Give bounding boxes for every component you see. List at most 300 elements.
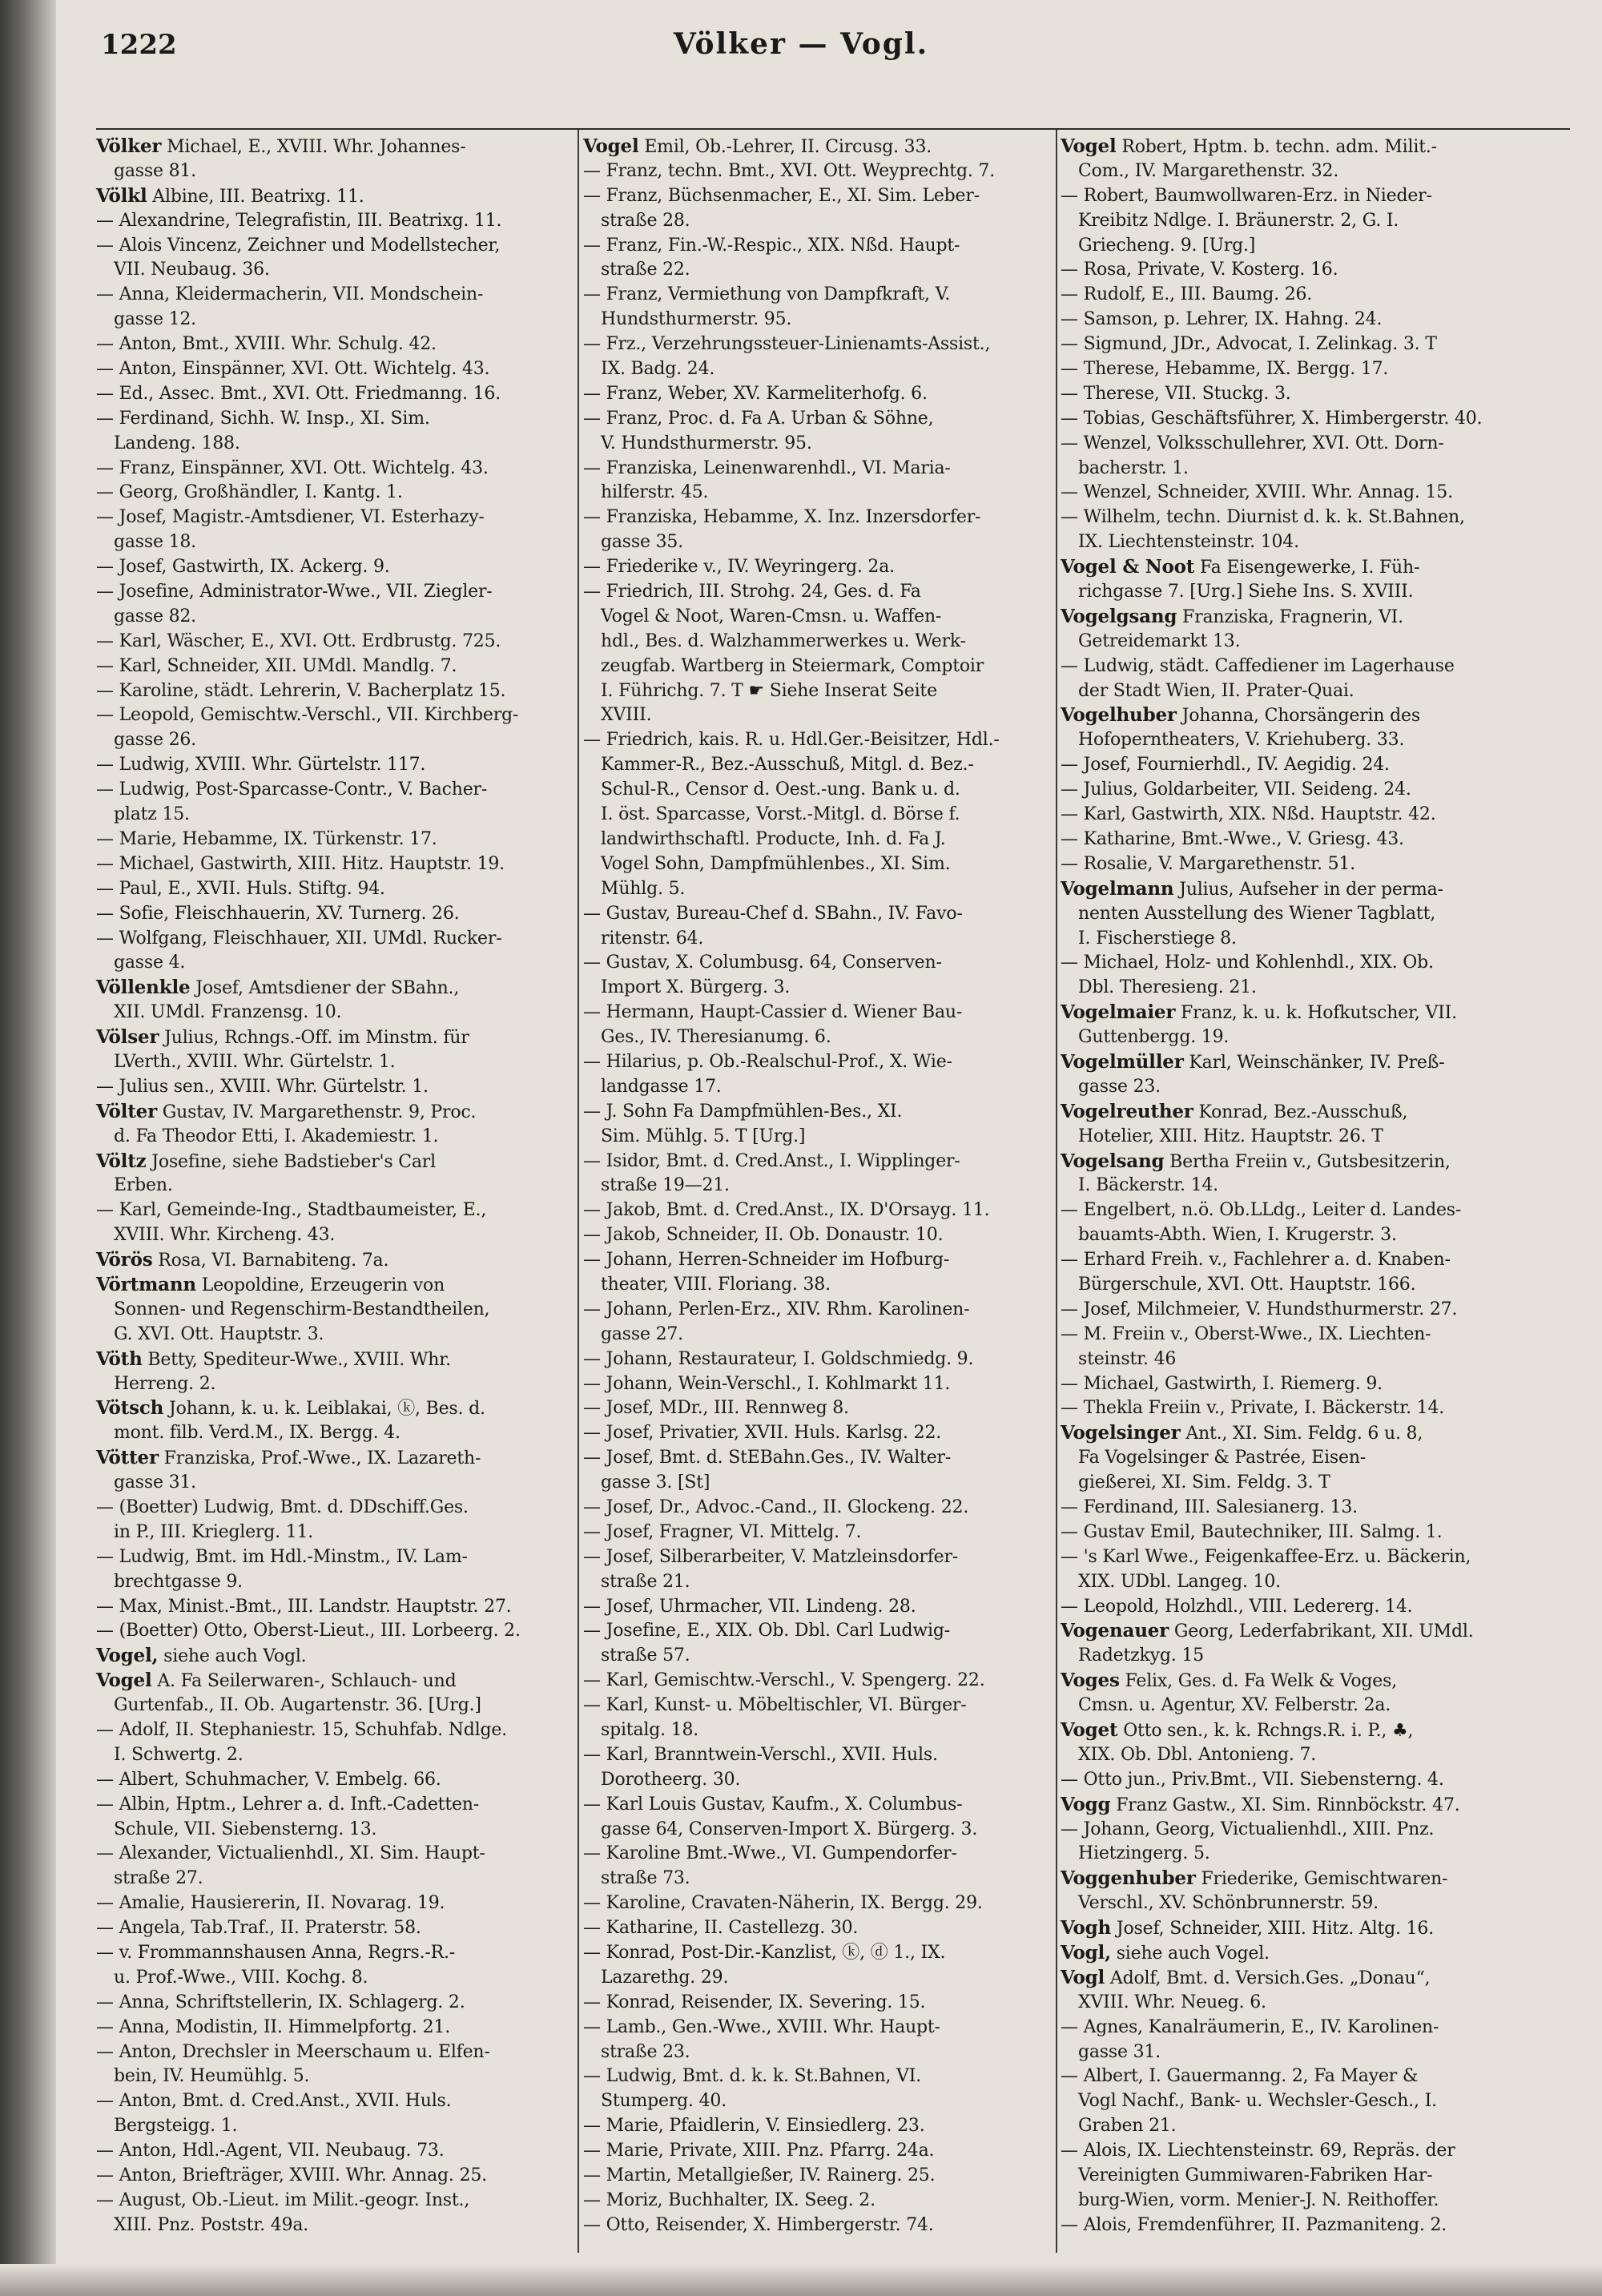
directory-line: — Martin, Metallgießer, IV. Rainerg. 25. [583, 2165, 936, 2186]
directory-line: Com., IV. Margarethenstr. 32. [1078, 160, 1339, 181]
directory-line: — Josefine, Administrator-Wwe., VII. Ziegler- [96, 582, 493, 602]
directory-line: straße 19—21. [601, 1175, 730, 1196]
directory-line: Dbl. Theresieng. 21. [1078, 977, 1257, 998]
directory-line: — Josef, Fournierhdl., IV. Aegidig. 24. [1061, 755, 1390, 775]
column-divider [578, 130, 579, 2253]
directory-line: straße 22. [601, 260, 690, 280]
directory-line: — Josef, Gastwirth, IX. Ackerg. 9. [96, 557, 390, 578]
entry-details: Albine, III. Beatrixg. 11. [147, 186, 364, 207]
directory-line [1061, 1941, 1567, 1966]
directory-line: — Karoline, Cravaten-Näherin, IX. Bergg. 29. [583, 1893, 983, 1914]
directory-line: Vereinigten Gummiwaren-Fabriken Har- [1078, 2165, 1433, 2186]
entry-surname: Vörtmann [96, 1273, 196, 1295]
directory-line: — Franziska, Leinenwarenhdl., VI. Maria- [583, 457, 951, 478]
directory-line: Sim. Mühlg. 5. T [Urg.] [601, 1126, 806, 1146]
directory-line: gasse 64, Conserven-Import X. Bürgerg. 3. [601, 1819, 978, 1839]
directory-line [96, 1644, 574, 1669]
directory-line: — Franz, Vermiethung von Dampfkraft, V. [583, 284, 951, 305]
directory-line: straße 23. [601, 2041, 690, 2062]
directory-line: G. XVI. Ott. Hauptstr. 3. [114, 1323, 324, 1344]
column-divider [1056, 130, 1057, 2253]
directory-line: — Alois Vincenz, Zeichner und Modellstecher, [96, 235, 501, 256]
directory-line: — Michael, Holz- und Kohlenhdl., XIX. Ob. [1061, 953, 1434, 973]
directory-line: theater, VIII. Floriang. 38. [601, 1274, 831, 1295]
directory-line: — Agnes, Kanalräumerin, E., IV. Karolinen- [1061, 2016, 1439, 2037]
directory-line: Graben 21. [1078, 2116, 1177, 2137]
directory-line: — Robert, Baumwollwaren-Erz. in Nieder- [1061, 185, 1432, 206]
directory-line: — Therese, Hebamme, IX. Bergg. 17. [1061, 359, 1389, 380]
directory-line: — Marie, Hebamme, IX. Türkenstr. 17. [96, 828, 437, 849]
directory-line: — Rudolf, E., III. Baumg. 26. [1061, 284, 1313, 305]
directory-line: Schule, VII. Siebensterng. 13. [114, 1819, 377, 1839]
entry-surname: Vogelgsang [1061, 605, 1177, 627]
directory-line: — Josef, MDr., III. Rennweg 8. [583, 1398, 849, 1419]
directory-line: — Paul, E., XVII. Huls. Stiftg. 94. [96, 878, 385, 899]
entry-surname: Vogelmann [1061, 877, 1174, 900]
entry-details: Otto sen., k. k. Rchngs.R. i. P., ♣, [1117, 1721, 1414, 1741]
directory-line [1061, 1793, 1567, 1818]
entry-details: Johann, k. u. k. Leiblakai, ⓚ, Bes. d. [163, 1399, 485, 1420]
directory-line: — Josef, Bmt. d. StEBahn.Ges., IV. Walter- [583, 1448, 952, 1468]
directory-line: — Jakob, Bmt. d. Cred.Anst., IX. D'Orsayg. 11. [583, 1200, 990, 1221]
entry-details: Felix, Ges. d. Fa Welk & Voges, [1119, 1671, 1397, 1692]
directory-line: — Johann, Restaurateur, I. Goldschmiedg. 9. [583, 1348, 974, 1369]
entry-surname: Vogelreuther [1061, 1100, 1193, 1122]
entry-surname: Voggenhuber [1061, 1867, 1196, 1890]
entry-details: Emil, Ob.-Lehrer, II. Circusg. 33. [638, 137, 932, 157]
directory-line: Guttenbergg. 19. [1078, 1027, 1230, 1048]
directory-line: — Ferdinand, III. Salesianerg. 13. [1061, 1496, 1358, 1517]
entry-details: siehe auch Vogl. [158, 1646, 307, 1667]
directory-line: — Alexander, Victualienhdl., XI. Sim. Haupt- [96, 1843, 485, 1864]
directory-line: — Gustav, Bureau-Chef d. SBahn., IV. Favo- [583, 903, 963, 924]
directory-line: — v. Frommannshausen Anna, Regrs.-R.- [96, 1943, 456, 1964]
entry-surname: Völker [96, 135, 162, 157]
directory-line: — (Boetter) Ludwig, Bmt. d. DDschiff.Ges. [96, 1496, 469, 1517]
directory-line: — Anna, Schriftstellerin, IX. Schlagerg. 2. [96, 1992, 465, 2012]
entry-details: Franz Gastw., XI. Sim. Rinnböckstr. 47. [1110, 1795, 1460, 1815]
directory-line [1061, 135, 1567, 159]
directory-line: gasse 18. [114, 532, 196, 553]
directory-line [96, 1150, 574, 1174]
directory-line: — Karoline, städt. Lehrerin, V. Bacherplatz 15. [96, 680, 506, 701]
directory-line: — Franz, techn. Bmt., XVI. Ott. Weyprechtg. 7. [583, 160, 995, 181]
directory-line [96, 1347, 574, 1372]
directory-line: gasse 31. [114, 1472, 196, 1493]
directory-line [1061, 555, 1567, 580]
directory-line: XIII. Pnz. Poststr. 49a. [114, 2214, 309, 2235]
directory-line: Dorotheerg. 30. [601, 1769, 741, 1790]
directory-line: Gurtenfab., II. Ob. Augartenstr. 36. [Urg.] [114, 1695, 481, 1716]
directory-line: bauamts-Abth. Wien, I. Krugerstr. 3. [1078, 1225, 1397, 1246]
directory-line: — Franz, Weber, XV. Karmeliterhofg. 6. [583, 383, 928, 404]
column-2 [583, 135, 1049, 2238]
directory-line: — Karl, Gemeinde-Ing., Stadtbaumeister, E., [96, 1200, 487, 1221]
directory-line: Cmsn. u. Agentur, XV. Felberstr. 2a. [1078, 1695, 1391, 1716]
entry-surname: Voges [1061, 1670, 1120, 1692]
directory-line: — Ludwig, Post-Sparcasse-Contr., V. Bacher- [96, 779, 488, 800]
directory-line: — Erhard Freih. v., Fachlehrer a. d. Knaben- [1061, 1250, 1451, 1271]
entry-surname: Vogelmüller [1061, 1050, 1184, 1073]
directory-line [1061, 1867, 1567, 1891]
directory-line [96, 1100, 574, 1125]
directory-line: — Johann, Perlen-Erz., XIV. Rhm. Karolinen- [583, 1299, 970, 1319]
directory-line: — Ludwig, Bmt. im Hdl.-Minstm., IV. Lam- [96, 1546, 468, 1567]
directory-line: — Hermann, Haupt-Cassier d. Wiener Bau- [583, 1002, 963, 1023]
entry-surname: Völter [96, 1100, 157, 1122]
directory-line: — Anna, Modistin, II. Himmelpfortg. 21. [96, 2016, 450, 2037]
directory-line: — Franz, Fin.-W.-Respic., XIX. Nßd. Haupt- [583, 235, 960, 256]
directory-line: — Angela, Tab.Traf., II. Praterstr. 58. [96, 1918, 421, 1939]
entry-surname: Vogenauer [1061, 1620, 1169, 1642]
directory-line: hilferstr. 45. [601, 482, 709, 503]
directory-line: — Katharine, Bmt.-Wwe., V. Griesg. 43. [1061, 828, 1404, 849]
directory-line: — Leopold, Gemischtw.-Verschl., VII. Kirchberg- [96, 705, 519, 726]
directory-line: — Adolf, II. Stephaniestr. 15, Schuhfab. Ndlge. [96, 1720, 507, 1740]
directory-line: gasse 4. [114, 953, 186, 973]
page-number: 1222 [101, 29, 177, 61]
entry-details: Robert, Hptm. b. techn. adm. Milit.- [1116, 137, 1437, 157]
directory-line: — Josef, Privatier, XVII. Huls. Karlsg. 22. [583, 1423, 942, 1444]
directory-line [1061, 1050, 1567, 1075]
directory-line: — Lamb., Gen.-Wwe., XVIII. Whr. Haupt- [583, 2016, 940, 2037]
directory-line [1061, 1100, 1567, 1125]
entry-details: Julius, Aufseher in der perma- [1173, 879, 1443, 900]
directory-line: — Alois, IX. Liechtensteinstr. 69, Repräs. der [1061, 2141, 1455, 2161]
entry-surname: Völkl [96, 184, 147, 207]
directory-line: burg-Wien, vorm. Menier-J. N. Reithoffer. [1078, 2189, 1439, 2210]
directory-line: — Josef, Uhrmacher, VII. Lindeng. 28. [583, 1596, 916, 1617]
directory-line [1061, 1150, 1567, 1174]
directory-line [1061, 1718, 1567, 1743]
directory-line: richgasse 7. [Urg.] Siehe Ins. S. XVIII. [1078, 582, 1414, 602]
directory-line: — Friedrich, kais. R. u. Hdl.Ger.-Beisitzer, Hdl.- [583, 730, 1000, 751]
entry-details: Franziska, Fragnerin, VI. [1177, 606, 1403, 627]
directory-line: d. Fa Theodor Etti, I. Akademiestr. 1. [114, 1126, 439, 1146]
directory-line: Stumperg. 40. [601, 2091, 727, 2112]
directory-line: — Max, Minist.-Bmt., III. Landstr. Hauptstr. 27. [96, 1596, 512, 1617]
directory-line: brechtgasse 9. [114, 1571, 243, 1592]
directory-line [96, 976, 574, 1001]
directory-line: der Stadt Wien, II. Prater-Quai. [1078, 680, 1354, 701]
directory-line [96, 1669, 574, 1694]
entry-surname: Vogelsinger [1061, 1422, 1181, 1444]
directory-line: Bürgerschule, XVI. Ott. Hauptstr. 166. [1078, 1274, 1416, 1295]
directory-line [96, 1248, 574, 1273]
directory-line: I. Fischerstiege 8. [1078, 928, 1237, 949]
directory-line [96, 1025, 574, 1050]
entry-details: Gustav, IV. Margarethenstr. 9, Proc. [157, 1102, 477, 1122]
directory-line: — Karl, Kunst- u. Möbeltischler, VI. Bürger- [583, 1695, 967, 1716]
directory-line: — Hilarius, p. Ob.-Realschul-Prof., X. Wie- [583, 1051, 952, 1072]
directory-line: — Therese, VII. Stuckg. 3. [1061, 383, 1291, 404]
directory-line: — Ludwig, Bmt. d. k. k. St.Bahnen, VI. [583, 2066, 922, 2087]
directory-line: — Anton, Hdl.-Agent, VII. Neubaug. 73. [96, 2141, 445, 2161]
directory-line: — Ed., Assec. Bmt., XVI. Ott. Friedmanng. 16. [96, 383, 501, 404]
directory-line: — Anton, Einspänner, XVI. Ott. Wichtelg. 43. [96, 359, 490, 380]
directory-line: — Wolfgang, Fleischhauer, XII. UMdl. Rucker- [96, 928, 502, 949]
directory-line: XIX. Ob. Dbl. Antonieng. 7. [1078, 1744, 1317, 1765]
directory-line: — Alexandrine, Telegrafistin, III. Beatrixg. 11. [96, 210, 502, 231]
directory-line [1061, 1916, 1567, 1941]
directory-line: — Anna, Kleidermacherin, VII. Mondschein- [96, 284, 484, 305]
directory-line: — Karl Louis Gustav, Kaufm., X. Columbus- [583, 1794, 963, 1815]
directory-line [583, 135, 1049, 159]
directory-line: — Karl, Branntwein-Verschl., XVII. Huls. [583, 1744, 938, 1765]
directory-line: mont. filb. Verd.M., IX. Bergg. 4. [114, 1423, 400, 1444]
directory-line: — Friederike v., IV. Weyringerg. 2a. [583, 557, 895, 578]
directory-line: — Franz, Proc. d. Fa A. Urban & Söhne, [583, 408, 934, 429]
directory-line: gasse 31. [1078, 2041, 1161, 2062]
directory-line: — Josefine, E., XIX. Ob. Dbl. Carl Ludwig- [583, 1621, 950, 1641]
entry-surname: Vogel, [96, 1645, 159, 1667]
directory-line: Hofoperntheaters, V. Kriehuberg. 33. [1078, 730, 1405, 751]
directory-line: — Alois, Fremdenführer, II. Pazmaniteng. 2. [1061, 2214, 1447, 2235]
directory-line: — Albert, I. Gauermanng. 2, Fa Mayer & [1061, 2066, 1419, 2087]
directory-line: Kammer-R., Bez.-Ausschuß, Mitgl. d. Bez.- [601, 755, 974, 775]
directory-line: zeugfab. Wartberg in Steiermark, Comptoir [601, 655, 984, 676]
directory-line: — Josef, Milchmeier, V. Hundsthurmerstr. 27. [1061, 1299, 1458, 1319]
directory-line: — Otto jun., Priv.Bmt., VII. Siebensterng. 4. [1061, 1769, 1444, 1790]
scan-edge-shadow [0, 0, 56, 2296]
directory-line: bacherstr. 1. [1078, 457, 1189, 478]
directory-line: — Engelbert, n.ö. Ob.LLdg., Leiter d. Landes- [1061, 1200, 1462, 1221]
entry-surname: Vogl [1061, 1966, 1105, 1988]
entry-details: Friederike, Gemischtwaren- [1195, 1869, 1448, 1890]
directory-line: — Karl, Gastwirth, XIX. Nßd. Hauptstr. 42. [1061, 804, 1436, 825]
directory-line: — Ludwig, städt. Caffediener im Lagerhause [1061, 655, 1455, 676]
page-title: Völker — Vogl. [673, 27, 929, 61]
directory-line: straße 21. [601, 1571, 690, 1592]
entry-surname: Völser [96, 1026, 159, 1049]
directory-line: — Franz, Büchsenmacher, E., XI. Sim. Leber- [583, 185, 980, 206]
directory-line: — Anton, Bmt., XVIII. Whr. Schulg. 42. [96, 334, 437, 355]
header-rule [96, 128, 1570, 130]
directory-line: Mühlg. 5. [601, 878, 686, 899]
directory-line: u. Prof.-Wwe., VIII. Kochg. 8. [114, 1967, 368, 1988]
directory-line: Hietzingerg. 5. [1078, 1843, 1210, 1864]
directory-line: Lazarethg. 29. [601, 1967, 729, 1988]
directory-line: — Anton, Drechsler in Meerschaum u. Elfen- [96, 2041, 490, 2062]
directory-line: — Albert, Schuhmacher, V. Embelg. 66. [96, 1769, 441, 1790]
directory-line: LVerth., XVIII. Whr. Gürtelstr. 1. [114, 1051, 396, 1072]
entry-surname: Vogelsang [1061, 1150, 1165, 1172]
directory-line [1061, 1966, 1567, 1991]
entry-surname: Voget [1061, 1719, 1118, 1741]
directory-line: Schul-R., Censor d. Oest.-ung. Bank u. d. [601, 779, 960, 800]
directory-line [96, 184, 574, 209]
directory-line: — Frz., Verzehrungssteuer-Linienamts-Assist., [583, 334, 991, 355]
entry-surname: Völtz [96, 1150, 147, 1172]
directory-line: — Tobias, Geschäftsführer, X. Himbergerstr. 40. [1061, 408, 1483, 429]
entry-details: A. Fa Seilerwaren-, Schlauch- und [151, 1671, 457, 1692]
directory-line: — Isidor, Bmt. d. Cred.Anst., I. Wipplinger- [583, 1150, 960, 1171]
directory-line: Fa Vogelsinger & Pastrée, Eisen- [1078, 1448, 1367, 1468]
directory-line [1061, 1619, 1567, 1644]
directory-line: Ges., IV. Theresianumg. 6. [601, 1027, 831, 1048]
directory-line: — Johann, Herren-Schneider im Hofburg- [583, 1250, 950, 1271]
entry-surname: Vötsch [96, 1397, 164, 1420]
directory-line: — Julius sen., XVIII. Whr. Gürtelstr. 1. [96, 1076, 429, 1097]
entry-details: siehe auch Vogel. [1110, 1944, 1270, 1964]
directory-line: Vogel & Noot, Waren-Cmsn. u. Waffen- [601, 606, 942, 626]
directory-line: I. Bäckerstr. 14. [1078, 1175, 1218, 1196]
directory-line: — Karl, Wäscher, E., XVI. Ott. Erdbrustg. 725. [96, 630, 501, 651]
directory-line [1061, 877, 1567, 902]
directory-line: gasse 3. [St] [601, 1472, 710, 1493]
entry-surname: Vötter [96, 1447, 159, 1469]
directory-line: — Wenzel, Volksschullehrer, XVI. Ott. Dorn- [1061, 433, 1444, 453]
directory-line: landwirthschaftl. Producte, Inh. d. Fa J. [601, 828, 946, 849]
entry-surname: Vogg [1061, 1793, 1111, 1815]
directory-line: landgasse 17. [601, 1076, 722, 1097]
directory-line: — Karl, Gemischtw.-Verschl., V. Spengerg. 22. [583, 1670, 985, 1691]
directory-line: — Otto, Reisender, X. Himbergerstr. 74. [583, 2214, 934, 2235]
directory-line: straße 73. [601, 1868, 690, 1889]
directory-line [1061, 605, 1567, 630]
entry-details: Rosa, VI. Barnabiteng. 7a. [152, 1251, 389, 1271]
directory-line: — Samson, p. Lehrer, IX. Hahng. 24. [1061, 309, 1383, 330]
directory-line [96, 1396, 574, 1421]
directory-line: IX. Badg. 24. [601, 359, 715, 380]
directory-line: — Konrad, Reisender, IX. Severing. 15. [583, 1992, 926, 2012]
entry-surname: Vogelmaier [1061, 1001, 1176, 1024]
directory-line: — Anton, Briefträger, XVIII. Whr. Annag. 25. [96, 2165, 487, 2186]
directory-line: XVIII. [601, 705, 652, 726]
entry-surname: Vogel & Noot [1061, 556, 1195, 578]
directory-line: in P., III. Krieglerg. 11. [114, 1521, 314, 1542]
directory-line: — Gustav Emil, Bautechniker, III. Salmg. 1. [1061, 1521, 1443, 1542]
directory-line: — Katharine, II. Castellezg. 30. [583, 1918, 859, 1939]
directory-line: VII. Neubaug. 36. [114, 260, 270, 280]
entry-details: Franziska, Prof.-Wwe., IX. Lazareth- [158, 1448, 481, 1469]
directory-line: — Friedrich, III. Strohg. 24, Ges. d. Fa [583, 582, 921, 602]
directory-line: Verschl., XV. Schönbrunnerstr. 59. [1078, 1893, 1379, 1914]
directory-line: XIX. UDbl. Langeg. 10. [1078, 1571, 1281, 1592]
directory-line: Griecheng. 9. [Urg.] [1078, 235, 1256, 256]
entry-details: Konrad, Bez.-Ausschuß, [1193, 1102, 1408, 1122]
directory-line [96, 1273, 574, 1298]
entry-details: Johanna, Chorsängerin des [1176, 706, 1420, 727]
directory-line: — Anton, Bmt. d. Cred.Anst., XVII. Huls. [96, 2091, 452, 2112]
entry-surname: Vogh [1061, 1917, 1112, 1940]
directory-line: — Wilhelm, techn. Diurnist d. k. k. St.Bahnen, [1061, 507, 1465, 528]
directory-line: — Albin, Hptm., Lehrer a. d. Inft.-Cadetten- [96, 1794, 479, 1815]
directory-line: — Julius, Goldarbeiter, VII. Seideng. 24. [1061, 779, 1411, 800]
directory-line: Getreidemarkt 13. [1078, 630, 1241, 651]
entry-details: Betty, Spediteur-Wwe., XVIII. Whr. [142, 1349, 451, 1370]
entry-details: Josef, Schneider, XIII. Hitz. Altg. 16. [1111, 1919, 1434, 1940]
directory-line: straße 28. [601, 210, 690, 231]
directory-line: — 's Karl Wwe., Feigenkaffee-Erz. u. Bäckerin, [1061, 1546, 1471, 1567]
directory-line: — Michael, Gastwirth, I. Riemerg. 9. [1061, 1373, 1383, 1394]
directory-line: — Karoline Bmt.-Wwe., VI. Gumpendorfer- [583, 1843, 957, 1864]
directory-line: I. Schwertg. 2. [114, 1744, 244, 1765]
directory-line: straße 27. [114, 1868, 203, 1889]
directory-line: Hotelier, XIII. Hitz. Hauptstr. 26. T [1078, 1126, 1383, 1146]
entry-surname: Vogel [96, 1670, 152, 1692]
directory-line: gasse 26. [114, 730, 196, 751]
entry-details: Franz, k. u. k. Hofkutscher, VII. [1175, 1003, 1457, 1024]
directory-line [1061, 1001, 1567, 1025]
directory-line: platz 15. [114, 804, 190, 825]
entry-details: Bertha Freiin v., Gutsbesitzerin, [1164, 1151, 1451, 1172]
directory-line [96, 1446, 574, 1471]
entry-details: Adolf, Bmt. d. Versich.Ges. „Donau“, [1105, 1968, 1431, 1988]
directory-line: XVIII. Whr. Kircheng. 43. [114, 1225, 336, 1246]
directory-line: — Franz, Einspänner, XVI. Ott. Wichtelg. 43. [96, 457, 489, 478]
directory-line: Sonnen- und Regenschirm-Bestandtheilen, [114, 1299, 490, 1319]
directory-line: — Josef, Dr., Advoc.-Cand., II. Glockeng. 22. [583, 1496, 969, 1517]
directory-line: — Rosalie, V. Margarethenstr. 51. [1061, 853, 1356, 874]
directory-line: ritenstr. 64. [601, 928, 704, 949]
entry-details: Georg, Lederfabrikant, XII. UMdl. [1169, 1621, 1474, 1642]
directory-line: — Josef, Fragner, VI. Mittelg. 7. [583, 1521, 862, 1542]
directory-line [1061, 1421, 1567, 1446]
entry-surname: Vöth [96, 1347, 143, 1370]
directory-line: — Wenzel, Schneider, XVIII. Whr. Annag. 15. [1061, 482, 1453, 503]
directory-line: nenten Ausstellung des Wiener Tagblatt, [1078, 903, 1436, 924]
directory-line: gasse 27. [601, 1323, 683, 1344]
directory-line: hdl., Bes. d. Walzhammerwerkes u. Werk- [601, 630, 966, 651]
directory-line: gasse 23. [1078, 1076, 1161, 1097]
entry-details: Leopoldine, Erzeugerin von [195, 1275, 445, 1295]
directory-line: — Konrad, Post-Dir.-Kanzlist, ⓚ, ⓓ 1., IX. [583, 1943, 946, 1964]
directory-line: — Gustav, X. Columbusg. 64, Conserven- [583, 953, 942, 973]
directory-line: Herreng. 2. [114, 1373, 216, 1394]
entry-surname: Vogl, [1061, 1942, 1111, 1964]
directory-line: gasse 12. [114, 309, 196, 330]
column-1 [96, 135, 574, 2238]
directory-line: Kreibitz Ndlge. I. Bräunerstr. 2, G. I. [1078, 210, 1399, 231]
directory-line [1061, 703, 1567, 728]
directory-line: IX. Liechtensteinstr. 104. [1078, 532, 1299, 553]
directory-line: — Moriz, Buchhalter, IX. Seeg. 2. [583, 2189, 875, 2210]
directory-line: Landeng. 188. [114, 433, 240, 453]
directory-line: — August, Ob.-Lieut. im Milit.-geogr. Inst., [96, 2189, 470, 2210]
directory-line: gießerei, XI. Sim. Feldg. 3. T [1078, 1472, 1330, 1493]
entry-details: Fa Eisengewerke, I. Füh- [1194, 558, 1420, 578]
directory-line: — Sofie, Fleischhauerin, XV. Turnerg. 26. [96, 903, 460, 924]
directory-line [1061, 1669, 1567, 1694]
directory-line: V. Hundsthurmerstr. 95. [601, 433, 812, 453]
directory-line: I. öst. Sparcasse, Vorst.-Mitgl. d. Börse f. [601, 804, 960, 825]
directory-line: — M. Freiin v., Oberst-Wwe., IX. Liechten- [1061, 1323, 1431, 1344]
entry-details: Josef, Amtsdiener der SBahn., [190, 978, 460, 999]
directory-line: — Jakob, Schneider, II. Ob. Donaustr. 10. [583, 1225, 944, 1246]
directory-line: — Rosa, Private, V. Kosterg. 16. [1061, 260, 1338, 280]
directory-line: gasse 82. [114, 606, 196, 626]
directory-line: — (Boetter) Otto, Oberst-Lieut., III. Lorbeerg. 2. [96, 1621, 521, 1641]
directory-line: — Georg, Großhändler, I. Kantg. 1. [96, 482, 403, 503]
directory-line: — Thekla Freiin v., Private, I. Bäckerstr. 14. [1061, 1398, 1445, 1419]
directory-line: spitalg. 18. [601, 1720, 699, 1740]
directory-line: gasse 35. [601, 532, 683, 553]
directory-line: — Marie, Pfaidlerin, V. Einsiedlerg. 23. [583, 2116, 925, 2137]
directory-line: Vogl Nachf., Bank- u. Wechsler-Gesch., I. [1078, 2091, 1437, 2112]
directory-line: — Josef, Magistr.-Amtsdiener, VI. Esterhazy- [96, 507, 485, 528]
directory-line: — J. Sohn Fa Dampfmühlen-Bes., XI. [583, 1101, 903, 1122]
directory-line: — Ludwig, XVIII. Whr. Gürtelstr. 117. [96, 755, 426, 775]
entry-surname: Vogel [1061, 135, 1117, 157]
directory-line: Bergsteigg. 1. [114, 2116, 238, 2137]
entry-details: Michael, E., XVIII. Whr. Johannes- [161, 137, 466, 157]
directory-line: steinstr. 46 [1078, 1348, 1177, 1369]
directory-line: — Franziska, Hebamme, X. Inz. Inzersdorfer- [583, 507, 981, 528]
entry-surname: Vörös [96, 1249, 153, 1271]
directory-line: gasse 81. [114, 160, 196, 181]
directory-line: — Sigmund, JDr., Advocat, I. Zelinkag. 3. T [1061, 334, 1437, 355]
